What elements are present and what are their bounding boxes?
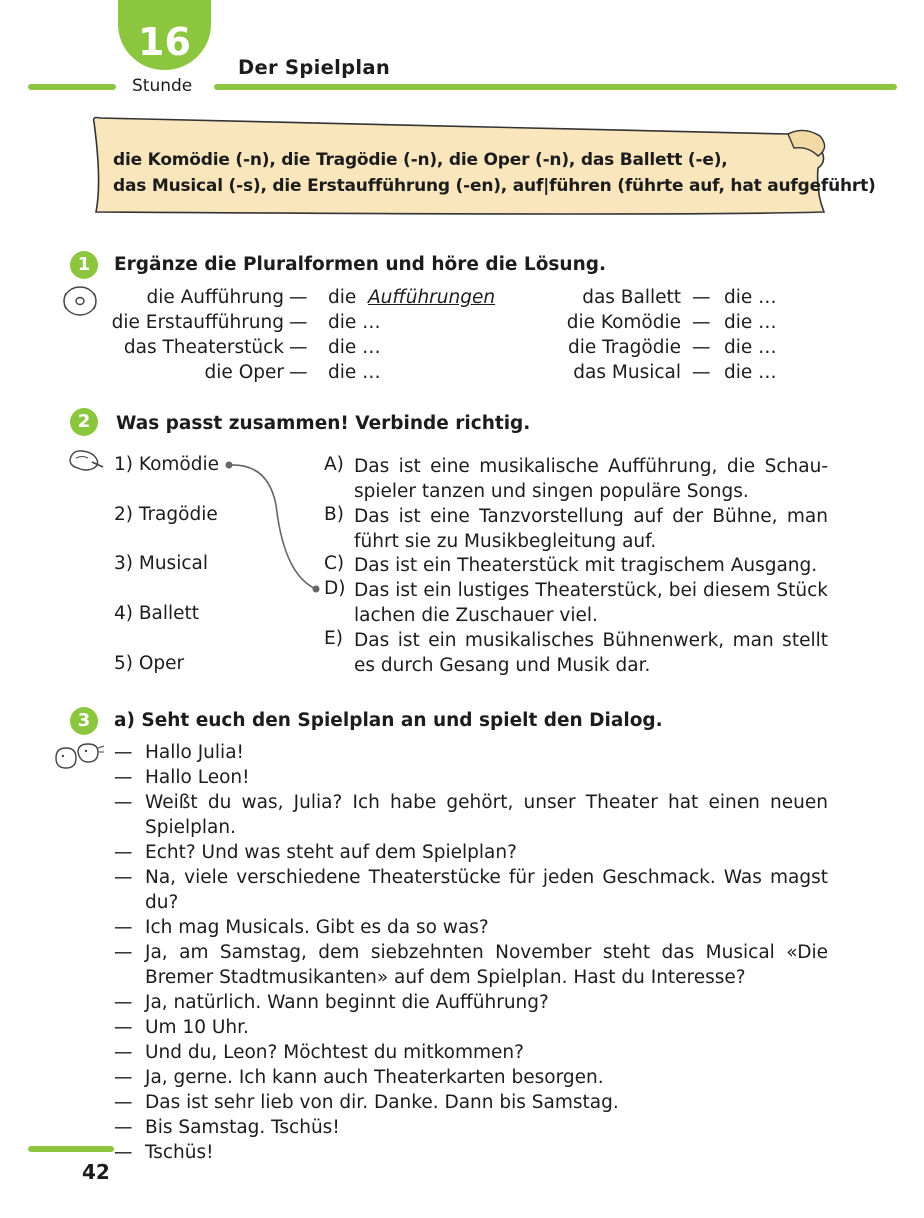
dialog-text: Und du, Leon? Möchtest du mitkommen? <box>145 1042 524 1063</box>
word-singular: das Ballett <box>582 287 681 308</box>
dialog-line <box>114 1140 828 1165</box>
term-item[interactable]: 2) Tragödie <box>114 504 218 525</box>
lesson-number-badge: 16 <box>118 0 211 70</box>
dialog-line <box>114 1040 828 1065</box>
dialog-text: Um 10 Uhr. <box>145 1017 249 1038</box>
option-letter: C) <box>324 553 345 574</box>
dialog-dash: — <box>114 842 133 863</box>
word-plural: die … <box>328 362 381 383</box>
dialog-dash: — <box>114 742 133 763</box>
dialog-line <box>114 1115 828 1140</box>
option-letter: E) <box>324 628 343 649</box>
dialog-dash: — <box>114 1042 133 1063</box>
option-letter: A) <box>324 454 344 475</box>
exercise-2-title: Was passt zusammen! Verbinde richtig. <box>116 413 531 434</box>
example-answer: Aufführungen <box>368 287 496 308</box>
word-plural: die … <box>724 287 777 308</box>
option-text[interactable]: Das ist ein Theaterstück mit tragischem Ausgang. <box>354 555 818 576</box>
dialog-dash: — <box>114 1017 133 1038</box>
dialog-dash: — <box>114 867 133 888</box>
dialog-line <box>114 840 828 865</box>
writing-hand-icon <box>66 446 106 474</box>
dialog-dash: — <box>114 1092 133 1113</box>
dialog-dash: — <box>114 792 133 813</box>
dialog-text: Weißt du was, Julia? Ich habe gehört, unser Theater hat einen neuen Spielplan. <box>145 792 828 838</box>
dialog-dash: — <box>114 767 133 788</box>
dash: — <box>692 312 711 333</box>
dialog-line <box>114 940 828 990</box>
word-singular: die Tragödie <box>568 337 681 358</box>
option-text[interactable]: Das ist eine Tanzvorstellung auf der Bühne, man führt sie zu Musikbegleitung auf. <box>354 506 828 552</box>
dialog-line <box>114 1065 828 1090</box>
dialog-dash: — <box>114 1067 133 1088</box>
word-singular: das Theaterstück <box>123 337 284 358</box>
word-singular: die Oper <box>204 362 284 383</box>
word-plural: die … <box>724 312 777 333</box>
dialog-text: Das ist sehr lieb von dir. Danke. Dann bis Samstag. <box>145 1092 619 1113</box>
word-plural: die … <box>724 337 777 358</box>
dash: — <box>692 287 711 308</box>
page-number: 42 <box>82 1160 110 1184</box>
word-plural: die … <box>328 312 381 333</box>
vocab-line-2: das Musical (-s), die Erstaufführung (-en), auf|führen (führte auf, hat aufgeführt) <box>113 176 876 196</box>
term-item[interactable]: 5) Oper <box>114 653 185 674</box>
word-plural: die <box>328 287 357 308</box>
dialog-text: Hallo Leon! <box>145 767 250 788</box>
option-text[interactable]: Das ist ein lustiges Theaterstück, bei diesem Stück lachen die Zuschauer viel. <box>354 580 828 626</box>
dialog-text: Ja, natürlich. Wann beginnt die Aufführung? <box>145 992 549 1013</box>
term-item[interactable]: 3) Musical <box>114 553 208 574</box>
exercise-1-number: 1 <box>70 251 98 279</box>
exercise-2-number: 2 <box>70 408 98 436</box>
dialog-line <box>114 765 828 790</box>
option-text[interactable]: Das ist ein musikalisches Bühnenwerk, man stellt es durch Gesang und Musik dar. <box>354 630 828 676</box>
cd-audio-icon[interactable] <box>58 283 102 319</box>
dash: — <box>692 337 711 358</box>
word-plural: die … <box>724 362 777 383</box>
word-singular: die Komödie <box>566 312 681 333</box>
dash: — <box>289 312 308 333</box>
option-text[interactable]: Das ist eine musikalische Aufführung, die Schau- spieler tanzen und singen populäre Songs. <box>354 456 828 502</box>
dialog-lines <box>114 740 828 1165</box>
dialog-text: Bis Samstag. Tschüs! <box>145 1117 340 1138</box>
vocab-line-1: die Komödie (-n), die Tragödie (-n), die Oper (-n), das Ballett (-e), <box>113 150 728 170</box>
option-letter: B) <box>324 504 344 525</box>
page-title: Der Spielplan <box>238 56 390 79</box>
dash: — <box>289 337 308 358</box>
lesson-label: Stunde <box>132 76 193 96</box>
dialog-text: Echt? Und was steht auf dem Spielplan? <box>145 842 517 863</box>
dialog-line <box>114 1090 828 1115</box>
dialog-dash: — <box>114 1117 133 1138</box>
dialog-line <box>114 865 828 915</box>
dialog-text: Tschüs! <box>145 1142 214 1163</box>
dialog-text: Ja, am Samstag, dem siebzehnten November steht das Musical «Die Bremer Stadtmusikanten» auf dem Spielplan. Hast du Interesse? <box>145 942 828 988</box>
word-singular: das Musical <box>573 362 681 383</box>
dialog-dash: — <box>114 992 133 1013</box>
exercise-3-title: a) Seht euch den Spielplan an und spielt den Dialog. <box>114 710 663 731</box>
footer-rule <box>28 1146 114 1152</box>
exercise-3-number: 3 <box>70 707 98 735</box>
dash: — <box>289 362 308 383</box>
dialog-line <box>114 790 828 840</box>
exercise-1-title: Ergänze die Pluralformen und höre die Lösung. <box>114 254 607 275</box>
dialog-line <box>114 1015 828 1040</box>
dialog-text: Ja, gerne. Ich kann auch Theaterkarten besorgen. <box>145 1067 604 1088</box>
dialog-dash: — <box>114 917 133 938</box>
term-item[interactable]: 4) Ballett <box>114 603 200 624</box>
dialog-line <box>114 740 828 765</box>
option-letter: D) <box>324 578 346 599</box>
word-singular: die Aufführung <box>146 287 284 308</box>
dialog-text: Hallo Julia! <box>145 742 244 763</box>
dialog-dash: — <box>114 942 133 963</box>
two-faces-dialog-icon <box>52 740 106 772</box>
dash: — <box>289 287 308 308</box>
word-plural: die … <box>328 337 381 358</box>
dialog-line <box>114 915 828 940</box>
word-singular: die Erstaufführung <box>111 312 284 333</box>
dialog-dash: — <box>114 1142 133 1163</box>
dialog-line <box>114 990 828 1015</box>
header-rule-right <box>214 84 897 90</box>
header-rule-left <box>28 84 116 90</box>
dash: — <box>692 362 711 383</box>
dialog-text: Na, viele verschiedene Theaterstücke für jeden Geschmack. Was magst du? <box>145 867 828 913</box>
example-connector-line <box>220 455 330 600</box>
dialog-text: Ich mag Musicals. Gibt es da so was? <box>145 917 489 938</box>
term-item[interactable]: 1) Komödie <box>114 454 220 475</box>
